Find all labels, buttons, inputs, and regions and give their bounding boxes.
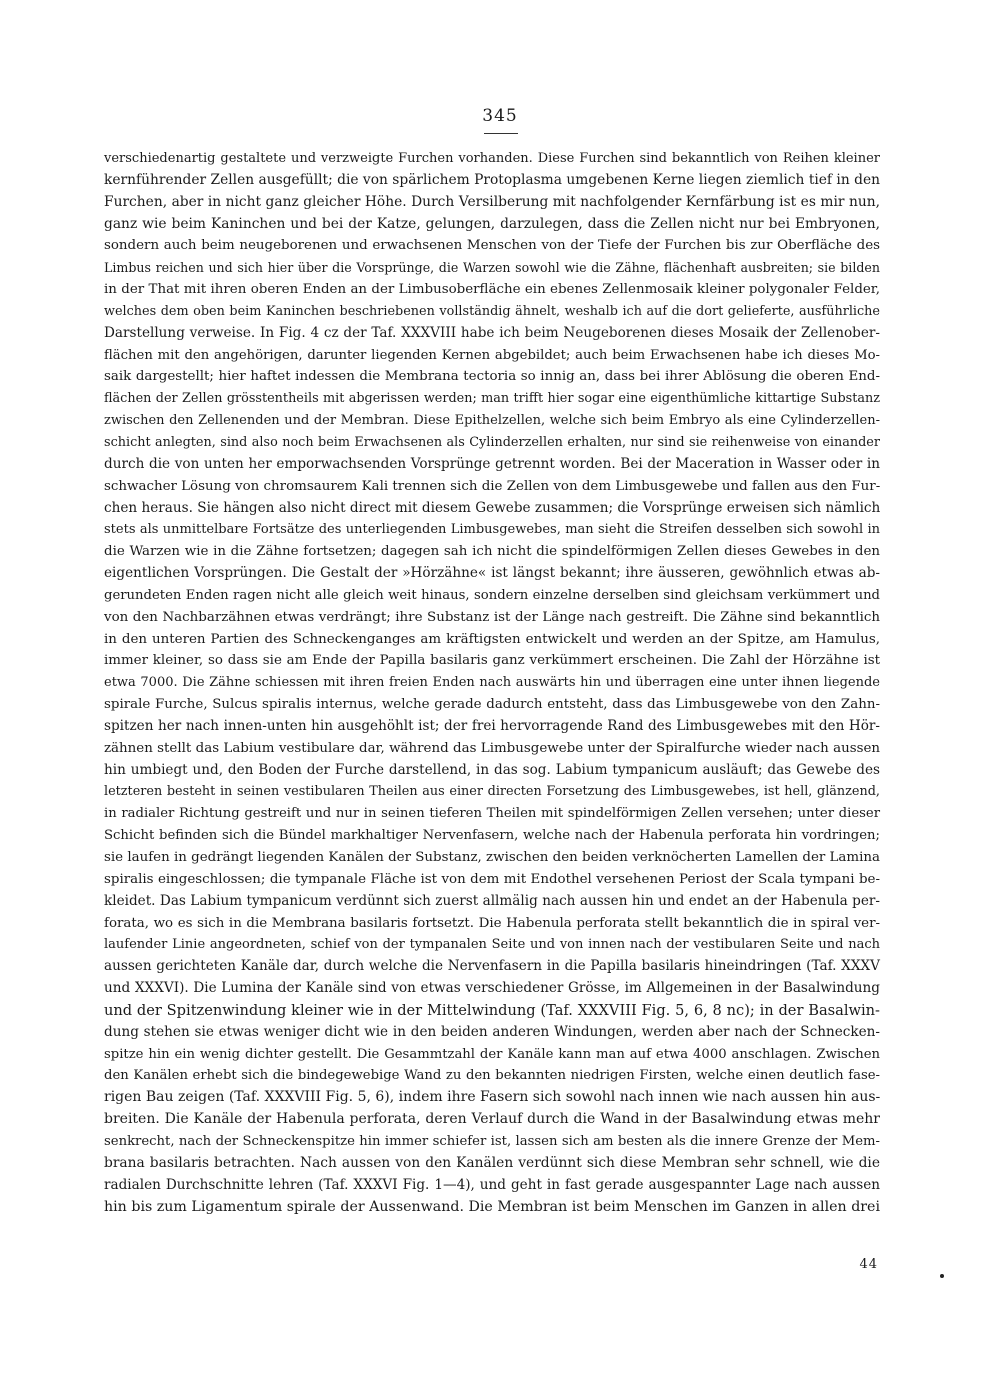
text-line: in radialer Richtung gestreift und nur in seinen tieferen Theilen mit spindelförmigen Zellen versehen; unter dieser: [104, 806, 880, 822]
text-line: immer kleiner, so dass sie am Ende der Papilla basilaris ganz verkümmert erscheinen. Die Zahl der Hörzähne ist: [104, 653, 880, 669]
body-text: [104, 148, 880, 1218]
text-line: chen heraus. Sie hängen also nicht direct mit diesem Gewebe zusammen; die Vorsprünge erweisen sich nämlich: [104, 499, 881, 516]
text-line: letzteren besteht in seinen vestibularen Theilen aus einer directen Forsetzung des Limbusgewebes, ist hell, glänzend,: [104, 784, 880, 800]
signature-mark: 44: [859, 1257, 878, 1272]
text-line: schicht anlegten, sind also noch beim Erwachsenen als Cylinderzellen erhalten, nur sind sie reihenweise von einander: [104, 434, 880, 450]
text-line: verschiedenartig gestaltete und verzweigte Furchen vorhanden. Diese Furchen sind bekanntlich von Reihen kleiner: [104, 151, 880, 166]
ink-speck: [940, 1274, 944, 1278]
text-line: flächen mit den angehörigen, darunter liegenden Kernen abgebildet; auch beim Erwachsenen habe ich dieses Mo-: [104, 347, 880, 363]
text-line: spitze hin ein wenig dichter gestellt. Die Gesammtzahl der Kanäle kann man auf etwa 4000 anschlagen. Zwischen: [104, 1046, 880, 1062]
text-line: ganz wie beim Kaninchen und bei der Katze, gelungen, darzulegen, dass die Zellen nicht nur bei Embryonen,: [104, 215, 880, 232]
text-line: sondern auch beim neugeborenen und erwachsenen Menschen von der Tiefe der Furchen bis zur Oberfläche des: [104, 238, 880, 254]
text-line: brana basilaris betrachten. Nach aussen von den Kanälen verdünnt sich diese Membran sehr schnell, wie die: [104, 1154, 880, 1171]
text-line: hin bis zum Ligamentum spirale der Aussenwand. Die Membran ist beim Menschen im Ganzen in allen drei: [104, 1198, 880, 1215]
text-line: hin umbiegt und, den Boden der Furche darstellend, in das sog. Labium tympanicum ausläuft; das Gewebe des: [104, 761, 880, 778]
text-line: kleidet. Das Labium tympanicum verdünnt sich zuerst allmälig nach aussen hin und endet an der Habenula per-: [104, 892, 880, 909]
text-line: dung stehen sie etwas weniger dicht wie in den beiden anderen Windungen, werden aber nach der Schnecken-: [104, 1023, 880, 1040]
text-line: durch die von unten her emporwachsenden Vorsprünge getrennt worden. Bei der Maceration in Wasser oder in: [104, 455, 880, 472]
text-line: forata, wo es sich in die Membrana basilaris fortsetzt. Die Habenula perforata stellt bekanntlich die in spiral ver-: [104, 915, 880, 931]
text-line: in der That mit ihren oberen Enden an der Limbusoberfläche ein ebenes Zellenmosaik kleiner polygonaler Felder,: [104, 282, 880, 298]
text-line: kernführender Zellen ausgefüllt; die von spärlichem Protoplasma umgebenen Kerne liegen ziemlich tief in den: [104, 171, 880, 188]
text-line: senkrecht, nach der Schneckenspitze hin immer schiefer ist, lassen sich am besten als die innere Grenze der Mem-: [104, 1133, 880, 1149]
text-line: gerundeten Enden ragen nicht alle gleich weit hinaus, sondern einzelne derselben sind gleichsam verkümmert und: [104, 587, 880, 603]
text-line: sie laufen in gedrängt liegenden Kanälen der Substanz, zwischen den beiden verknöcherten Lamellen der Lamina: [104, 850, 881, 865]
text-line: saik dargestellt; hier haftet indessen die Membrana tectoria so innig an, dass bei ihrer Ablösung die oberen End-: [104, 369, 880, 385]
text-line: spirale Furche, Sulcus spiralis internus, welche gerade dadurch entsteht, dass das Limbusgewebe von den Zahn-: [104, 697, 880, 713]
text-line: welches dem oben beim Kaninchen beschriebenen vollständig ähnelt, weshalb ich auf die dort gelieferte, ausführliche: [104, 303, 880, 319]
text-line: Limbus reichen und sich hier über die Vorsprünge, die Warzen sowohl wie die Zähne, flächenhaft ausbreiten; sie bilden: [104, 260, 880, 276]
text-line: spitzen her nach innen-unten hin ausgehöhlt ist; der frei hervorragende Rand des Limbusgewebes mit den Hör-: [104, 717, 880, 734]
text-line: etwa 7000. Die Zähne schiessen mit ihren freien Enden nach auswärts hin und überragen eine unter ihnen liegende: [104, 675, 880, 691]
text-line: Darstellung verweise. In Fig. 4 cz der Taf. XXXVIII habe ich beim Neugeborenen dieses Mosaik der Zellenober-: [104, 324, 880, 341]
text-line: schwacher Lösung von chromsaurem Kali trennen sich die Zellen von dem Limbusgewebe und fallen aus den Fur-: [104, 478, 881, 494]
page-number: 345: [482, 106, 518, 126]
text-line: und XXXVI). Die Lumina der Kanäle sind von etwas verschiedener Grösse, im Allgemeinen in der Basalwindung: [104, 980, 880, 997]
text-line: spiralis eingeschlossen; die tympanale Fläche ist von dem mit Endothel versehenen Periost der Scala tympani be-: [104, 871, 880, 887]
text-line: flächen der Zellen grösstentheils mit abgerissen werden; man trifft hier sogar eine eigenthümliche kittartige Substanz: [104, 391, 880, 407]
text-line: breiten. Die Kanäle der Habenula perforata, deren Verlauf durch die Wand in der Basalwindung etwas mehr: [104, 1111, 880, 1128]
page-number-rule: [484, 133, 518, 134]
text-line: Furchen, aber in nicht ganz gleicher Höhe. Durch Versilberung mit nachfolgender Kernfärbung ist es mir nun,: [104, 193, 880, 210]
text-line: von den Nachbarzähnen etwas verdrängt; ihre Substanz ist der Länge nach gestreift. Die Zähne sind bekanntlich: [104, 609, 880, 625]
text-line: den Kanälen erhebt sich die bindegewebige Wand zu den bekannten niedrigen Firsten, welche einen deutlich fase-: [104, 1068, 880, 1084]
text-line: rigen Bau zeigen (Taf. XXXVIII Fig. 5, 6), indem ihre Fasern sich sowohl nach innen wie nach aussen hin aus-: [104, 1089, 881, 1106]
text-line: aussen gerichteten Kanäle dar, durch welche die Nervenfasern in die Papilla basilaris hineindringen (Taf. XXXV: [104, 958, 880, 975]
text-line: in den unteren Partien des Schneckenganges am kräftigsten entwickelt und werden an der Spitze, am Hamulus,: [104, 631, 880, 647]
text-line: eigentlichen Vorsprüngen. Die Gestalt der »Hörzähne« ist längst bekannt; ihre äusseren, gewöhnlich etwas ab-: [104, 565, 880, 582]
text-line: laufender Linie angeordneten, schief von der tympanalen Seite und von innen nach der vestibularen Seite und nach: [104, 937, 880, 953]
text-line: und der Spitzenwindung kleiner wie in der Mittelwindung (Taf. XXXVIII Fig. 5, 6, 8 nc); in der Basalwin-: [104, 1001, 880, 1019]
text-line: stets als unmittelbare Fortsätze des unterliegenden Limbusgewebes, man sieht die Streifen desselben sich sowohl in: [104, 522, 880, 538]
text-line: radialen Durchschnitte lehren (Taf. XXXVI Fig. 1—4), und geht in fast gerade ausgespannter Lage nach aussen: [104, 1176, 880, 1193]
text-line: zähnen stellt das Labium vestibulare dar, während das Limbusgewebe unter der Spiralfurche wieder nach aussen: [104, 740, 880, 756]
text-line: zwischen den Zellenenden und der Membran. Diese Epithelzellen, welche sich beim Embryo als eine Cylinderzellen-: [104, 413, 880, 429]
text-line: Schicht befinden sich die Bündel markhaltiger Nervenfasern, welche nach der Habenula perforata hin vordringen;: [104, 828, 880, 844]
text-line: die Warzen wie in die Zähne fortsetzen; dagegen sah ich nicht die spindelförmigen Zellen dieses Gewebes in den: [104, 544, 880, 560]
